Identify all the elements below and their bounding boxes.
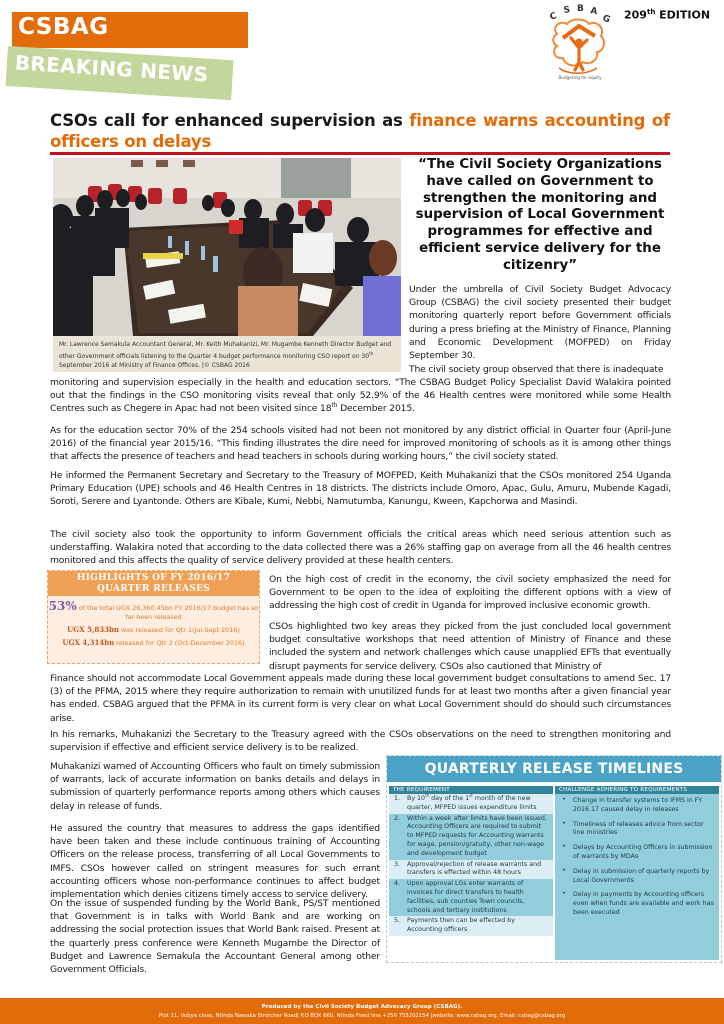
- paragraph-intro: Under the umbrella of Civil Society Budget Advocacy Group (CSBAG) the civil society presented their budget monitoring quarterly report before Government officials during a press briefing at the Ministry of Finance, Planning and Economic Development (MOFPED) on Friday September 30.: [409, 284, 671, 362]
- paragraph-warning: Muhakanizi warned of Accounting Officers who fault on timely submission of warrants, lack of accurate information on banks details and delays in submission of quarterly performance reports among others which causes delay in release of funds.: [50, 761, 380, 812]
- requirement-item: [389, 794, 553, 814]
- requirement-number: 3.: [394, 860, 401, 868]
- paragraph-measures: He assured the country that measures to address the gaps identified have been taken and these include continuous training of Accounting Officers on the release process, transferring of all Local Governments to IMFS. CSOs however called on stringent measures for such errant accounting officers whose non-performance continues to affect budget implementation which denies citizens timely access to service delivery.: [50, 823, 380, 901]
- photo-caption: [53, 336, 401, 372]
- requirement-text: Upon approval LGs enter warrants of invoices for direct transfers to health facilities, sub counties Town councils, schools and tertiary institutions: [407, 880, 525, 914]
- timelines-title: QUARTERLY RELEASE TIMELINES: [387, 756, 721, 782]
- requirement-text: Approval/rejection of release warrants and transfers is effected within 48 hours: [407, 860, 542, 877]
- requirement-text: Within a week after limits have been issued, Accounting Officers are required to submit to MFPED requests for Accounting warrants for wage, pension/gratuity, other non-wage and development budget: [407, 814, 547, 857]
- headline-black: CSOs call for enhanced supervision as: [50, 111, 410, 130]
- requirement-sup: st: [469, 792, 473, 798]
- requirement-text: month of the new quarter, MFPED issues expenditure limits: [407, 795, 537, 811]
- csbag-logo: [545, 4, 615, 82]
- highlights-q1-line: [48, 625, 259, 635]
- requirement-sup: th: [425, 792, 430, 798]
- headline: [50, 110, 670, 152]
- paragraph-observed-top: The civil society group observed that there is inadequate: [409, 364, 664, 375]
- paragraph-education: As for the education sector 70% of the 254 schools visited had not been not monitored by any district official in Quarter four (April-June 2016) of the financial year 2015/16. “This finding illustrates the dire need for improved monitoring of schools as it is among other things that affects the presence of teachers and head teachers in schools during working hours,” the civil society stated.: [50, 425, 671, 463]
- requirement-item: [389, 916, 553, 936]
- highlights-percent-line: [48, 599, 259, 622]
- pull-quote: “The Civil Society Organizations have called on Government to strengthen the monitoring and supervision of Local Government programmes for effective and efficient service delivery for the citizenry”: [415, 157, 665, 273]
- footer-contact: Plot 11, Vubya close, Ntinda Nawaka Stretcher Road| P.O BOX 660, Ntinda Fixed line +256 755202154 |website: www.csbag.org, Email: csbag@csbag.org: [158, 1013, 566, 1019]
- challenges-column: [555, 786, 719, 960]
- challenge-item: • Delay in submission of quarterly reports by Local Governments: [555, 865, 719, 889]
- paragraph-pfma: Finance should not accommodate Local Government appeals made during these local government budget consultations to amend Sec. 17 (3) of the PFMA, 2015 where they require authorization to remain with unutilized funds for at least two months after a given financial year has ended. CSBAG argued that the PFMA in its current form is very clear on what Local Government should do should such circumstances arise.: [50, 673, 671, 724]
- requirement-item: [389, 879, 553, 916]
- requirement-number: 1.: [394, 795, 401, 802]
- paragraph-remarks: In his remarks, Muhakanizi the Secretary to the Treasury agreed with the CSOs observations on the need to strengthen monitoring and supervision if effective and efficient service delivery is to be realized.: [50, 729, 671, 754]
- highlights-box: [47, 570, 260, 664]
- requirement-number: 2.: [394, 814, 401, 822]
- q2-amount: UGX 4,314bn: [62, 638, 115, 647]
- logo-letter-c: C: [548, 11, 559, 23]
- meeting-photo: [53, 158, 401, 336]
- requirements-header: THE REQUIREMENT: [389, 786, 553, 794]
- edition-word: EDITION: [659, 8, 711, 22]
- section-label: BREAKING NEWS: [14, 50, 209, 87]
- requirement-text: Payments then can be effected by Accounting officers: [407, 917, 515, 934]
- logo-letter-s: S: [563, 5, 571, 16]
- observed-text-a: monitoring and supervision especially in the health and education sectors. “The CSBAG Budget Policy Specialist David Walakira pointed out that the findings in the CSO monitoring visits reveal that only 52.9% of the 46 Health centres were monitored while some Health Centres such as Chegere in Apac had not been visited since 18: [50, 377, 671, 415]
- edition-number: 209: [624, 8, 647, 22]
- requirement-number: 5.: [394, 917, 401, 925]
- caption-text-b: September 2016 at Ministry of Finance Offices. |© CSBAG 2016: [59, 362, 250, 369]
- requirement-number: 4.: [394, 880, 401, 888]
- challenge-item: • Delay in payments by Accounting officers even when funds are available and work has been executed: [555, 888, 719, 920]
- logo-tagline: Budgeting for equity: [558, 75, 602, 80]
- headline-orange: finance warns accounting of officers on delays: [50, 111, 670, 151]
- footer: [0, 998, 724, 1024]
- requirement-text: By 10: [407, 795, 426, 802]
- release-percent: 53%: [48, 599, 77, 613]
- footer-producer: Produced by the Civil Society Budget Advocacy Group (CSBAG).: [261, 1004, 463, 1010]
- edition-suffix: th: [646, 8, 656, 16]
- highlights-title-line1: HIGHLIGHTS OF FY 2016/17: [76, 573, 231, 583]
- paragraph-workshops: CSOs highlighted two key areas they picked from the just concluded local government budget consultative workshops that need attention of Ministry of Finance and these included the system and network challenges which cause unapplied EFTs that eventually disrupt payments for service delivery. CSOs also cautioned that Ministry of: [269, 621, 671, 672]
- paragraph-observed: [50, 376, 671, 416]
- logo-letter-a: A: [589, 6, 599, 18]
- challenge-item: • Timeliness of releases advice from sector line ministries: [555, 818, 719, 842]
- challenges-header: CHALLENGE ADHERING TO REQUIREMENTS: [555, 786, 719, 794]
- requirement-text: day of the 1: [429, 795, 470, 802]
- highlights-title-line2: QUARTER RELEASES: [96, 584, 211, 594]
- logo-letter-g: G: [600, 13, 612, 26]
- q1-text: was released for Qtr 1(Jul-Sept 2016): [119, 626, 240, 634]
- caption-sup: th: [369, 351, 374, 356]
- paragraph-understaffing: The civil society also took the opportunity to inform Government officials the critical areas which need serious attention such as understaffing. Walakira noted that according to the data collected there was a 26% staffing gap on average from all the 46 health centres monitored and this affects the quality of service delivery provided at these health centers.: [50, 529, 671, 567]
- paragraph-credit: On the high cost of credit in the economy, the civil society emphasized the need for Government to be open to the idea of exploiting the different options with a view of addressing the high cost of credit in Uganda for improved inclusive economic growth.: [269, 574, 671, 612]
- edition-label: [624, 8, 710, 22]
- observed-sup: th: [331, 402, 338, 410]
- requirement-item: [389, 814, 553, 860]
- release-percent-text: of the total UGX 26,360.45bn FY 2016/17 budget has so far been released: [76, 604, 259, 621]
- q1-amount: UGX 5,833bn: [67, 625, 119, 634]
- requirements-column: [389, 786, 553, 960]
- requirement-item: [389, 860, 553, 880]
- timelines-box: [386, 755, 722, 963]
- challenge-item: • Change in transfer systems to IFMS in FY 2016.17 caused delay in releases: [555, 794, 719, 818]
- headline-divider: [50, 152, 670, 155]
- brand-banner: [12, 12, 248, 48]
- paragraph-world-bank: On the issue of suspended funding by the World Bank, PS/ST mentioned that Government is in talks with World Bank and are working on addressing the social protection issues that World Bank raised. Present at the quarterly press conference were Kenneth Mugambe the Director of Budget and Lawrence Semakula the Accountant General among other Government Officials.: [50, 898, 380, 976]
- challenge-item: • Delays by Accounting Officers in submission of warrants by MDAs: [555, 841, 719, 865]
- caption-text-a: Mr. Lawrence Semakula Accountant General, Mr. Keith Muhakanizi, Mr. Mugambe Kenneth Director Budget and other Government officials listening to the Quarter 4 budget performance monitoring CSO report on 30: [59, 341, 392, 360]
- logo-letter-b: B: [577, 4, 584, 14]
- paragraph-districts: He informed the Permanent Secretary and Secretary to the Treasury of MOFPED, Keith Muhakanizi that the CSOs monitored 254 Uganda Primary Education (UPE) schools and 46 Health Centres in 18 districts. The districts include Omoro, Apac, Gulu, Amuru, Mubende Kagadi, Soroti, Serere and Lyantonde. Others are Kibale, Kumi, Nebbi, Namutumba, Kanungu, Kween, Kapchorwa and Masindi.: [50, 470, 671, 508]
- highlights-q2-line: [48, 638, 259, 648]
- brand-name: CSBAG: [18, 14, 109, 40]
- logo-house-icon: [563, 26, 595, 38]
- observed-text-b: December 2015.: [337, 403, 415, 415]
- highlights-title: [48, 571, 259, 596]
- q2-text: released for Qtr 2 (Oct-December 2016): [114, 639, 245, 647]
- section-banner: [5, 46, 233, 100]
